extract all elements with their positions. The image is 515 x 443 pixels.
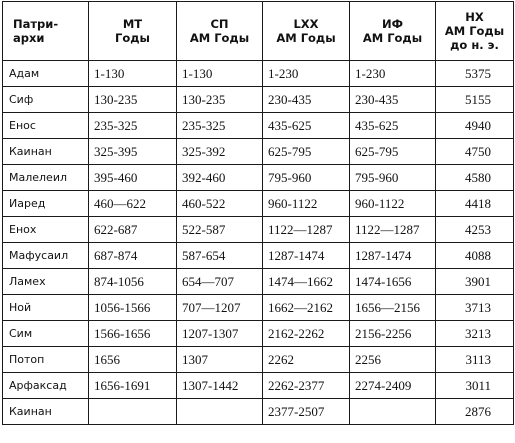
value-cell: 874-1056: [89, 269, 177, 295]
table-row: [3, 399, 514, 425]
value-cell: 687-874: [89, 243, 177, 269]
value-cell: 1307-1442: [177, 373, 263, 399]
patriarch-name-cell: Иаред: [3, 191, 89, 217]
value-cell: 1-230: [350, 61, 436, 87]
value-cell: 1287-1474: [350, 243, 436, 269]
value-cell: 1656—2156: [350, 295, 436, 321]
patriarch-name-cell: Потоп: [3, 347, 89, 373]
value-cell: 795-960: [263, 165, 350, 191]
value-cell: 622-687: [89, 217, 177, 243]
value-cell: 130-235: [89, 87, 177, 113]
value-cell: 1056-1566: [89, 295, 177, 321]
header-line: Патри-: [13, 17, 59, 31]
header-line: ИФ: [381, 17, 404, 31]
value-cell: 1122—1287: [350, 217, 436, 243]
value-cell: 625-795: [263, 139, 350, 165]
patriarch-name-cell: Адам: [3, 61, 89, 87]
patriarch-name-cell: Енос: [3, 113, 89, 139]
value-cell: 707—1207: [177, 295, 263, 321]
header-lxx: [263, 2, 350, 61]
value-cell: 435-625: [350, 113, 436, 139]
value-cell: 1287-1474: [263, 243, 350, 269]
value-cell: 1-230: [263, 61, 350, 87]
value-cell: 960-1122: [350, 191, 436, 217]
patriarch-name-cell: Каинан: [3, 399, 89, 425]
header-line: Годы: [115, 31, 150, 45]
value-cell: 1474—1662: [263, 269, 350, 295]
patriarch-name-cell: Енох: [3, 217, 89, 243]
patriarch-name-cell: Сим: [3, 321, 89, 347]
value-cell: 1656-1691: [89, 373, 177, 399]
value-cell: 230-435: [263, 87, 350, 113]
value-cell: 1662—2162: [263, 295, 350, 321]
patriarch-chronology-table: [2, 1, 514, 425]
value-cell: [350, 399, 436, 425]
value-cell: 3213: [436, 321, 514, 347]
patriarch-name-cell: Арфаксад: [3, 373, 89, 399]
value-cell: 5375: [436, 61, 514, 87]
value-cell: 460-522: [177, 191, 263, 217]
value-cell: 1207-1307: [177, 321, 263, 347]
header-line: до н. э.: [450, 38, 499, 52]
value-cell: 3011: [436, 373, 514, 399]
header-line: СП: [210, 17, 229, 31]
table-row: [3, 269, 514, 295]
value-cell: 4750: [436, 139, 514, 165]
value-cell: 5155: [436, 87, 514, 113]
patriarch-name-cell: Ной: [3, 295, 89, 321]
value-cell: 1566-1656: [89, 321, 177, 347]
header-patriarchs: [3, 2, 89, 61]
value-cell: 654—707: [177, 269, 263, 295]
value-cell: 2262-2377: [263, 373, 350, 399]
value-cell: 4088: [436, 243, 514, 269]
patriarch-name-cell: Каинан: [3, 139, 89, 165]
header-mt: [89, 2, 177, 61]
value-cell: 235-325: [177, 113, 263, 139]
header-line: архи: [13, 31, 45, 45]
value-cell: 625-795: [350, 139, 436, 165]
table-row: [3, 191, 514, 217]
value-cell: 2256: [350, 347, 436, 373]
value-cell: 2156-2256: [350, 321, 436, 347]
header-line: АМ Годы: [189, 31, 250, 45]
table-row: [3, 87, 514, 113]
value-cell: 2274-2409: [350, 373, 436, 399]
header-nh: [436, 2, 514, 61]
value-cell: 1-130: [177, 61, 263, 87]
value-cell: 1-130: [89, 61, 177, 87]
value-cell: 4253: [436, 217, 514, 243]
value-cell: 795-960: [350, 165, 436, 191]
table-row: [3, 61, 514, 87]
value-cell: 435-625: [263, 113, 350, 139]
table-row: [3, 165, 514, 191]
value-cell: 2377-2507: [263, 399, 350, 425]
table-row: [3, 373, 514, 399]
table-row: [3, 347, 514, 373]
value-cell: 1122—1287: [263, 217, 350, 243]
value-cell: 4940: [436, 113, 514, 139]
header-row: [3, 2, 514, 61]
value-cell: 392-460: [177, 165, 263, 191]
header-line: НХ: [465, 10, 484, 24]
value-cell: 3901: [436, 269, 514, 295]
value-cell: [177, 399, 263, 425]
header-sp: [177, 2, 263, 61]
header-line: LXX: [293, 17, 319, 31]
value-cell: 3713: [436, 295, 514, 321]
value-cell: 1474-1656: [350, 269, 436, 295]
patriarch-name-cell: Сиф: [3, 87, 89, 113]
table-row: [3, 321, 514, 347]
header-line: АМ Годы: [276, 31, 336, 45]
value-cell: 3113: [436, 347, 514, 373]
patriarch-name-cell: Мафусаил: [3, 243, 89, 269]
table-row: [3, 113, 514, 139]
header-line: АМ Годы: [362, 31, 423, 45]
value-cell: 4418: [436, 191, 514, 217]
value-cell: 4580: [436, 165, 514, 191]
patriarch-name-cell: Малелеил: [3, 165, 89, 191]
value-cell: 395-460: [89, 165, 177, 191]
value-cell: 1307: [177, 347, 263, 373]
header-line: МТ: [122, 17, 143, 31]
table-row: [3, 243, 514, 269]
value-cell: 325-395: [89, 139, 177, 165]
value-cell: 587-654: [177, 243, 263, 269]
table-row: [3, 217, 514, 243]
value-cell: 130-235: [177, 87, 263, 113]
value-cell: 1656: [89, 347, 177, 373]
value-cell: 460—622: [89, 191, 177, 217]
value-cell: 2162-2262: [263, 321, 350, 347]
value-cell: [89, 399, 177, 425]
table-row: [3, 139, 514, 165]
header-line: АМ Годы: [444, 24, 505, 38]
header-if: [350, 2, 436, 61]
value-cell: 230-435: [350, 87, 436, 113]
table-body: [3, 61, 514, 425]
value-cell: 325-392: [177, 139, 263, 165]
table-row: [3, 295, 514, 321]
value-cell: 2876: [436, 399, 514, 425]
value-cell: 235-325: [89, 113, 177, 139]
value-cell: 960-1122: [263, 191, 350, 217]
value-cell: 2262: [263, 347, 350, 373]
patriarch-name-cell: Ламех: [3, 269, 89, 295]
value-cell: 522-587: [177, 217, 263, 243]
